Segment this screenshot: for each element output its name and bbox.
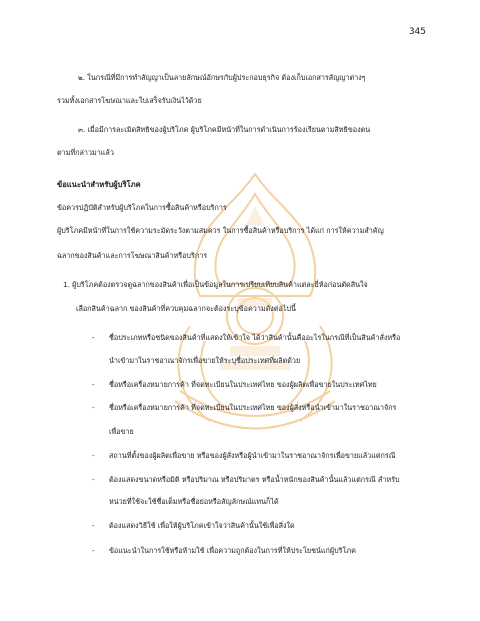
intro-line-1: ผู้บริโภคมีหน้าที่ในการใช้ความระมัดระวังตามสมควร ในการซื้อสินค้าหรือบริการ ได้แก่ การให้ความสำคัญ [57, 226, 384, 235]
paragraph-3-line-1: ๓. เมื่อมีการละเมิดสิทธิของผู้บริโภค ผู้บริโภคมีหน้าที่ในการดำเนินการร้องเรียนตามสิทธิของตน [78, 125, 371, 134]
bullet-marker: - [92, 380, 95, 389]
page-number: 345 [408, 27, 426, 37]
bullet-4-line-1: สถานที่ตั้งของผู้ผลิตเพื่อขาย หรือของผู้สั่งหรือผู้นำเข้ามาในราชอาณาจักรเพื่อขายแล้วแต่กรณี [109, 451, 396, 460]
bullet-1-line-2: นำเข้ามาในราชอาณาจักรเพื่อขายให้ระบุชื่อประเทศที่ผลิตด้วย [109, 356, 301, 365]
bullet-marker: - [92, 475, 95, 484]
numbered-item-line-2: เลือกสินค้าฉลาก ของสินค้าที่ควบคุมฉลากจะต้องระบุข้อความดังต่อไปนี้ [76, 304, 296, 313]
bullet-marker: - [92, 403, 95, 412]
bullet-7-line-1: ข้อแนะนำในการใช้หรือห้ามใช้ เพื่อความถูกต้องในการที่ให้ประโยชน์แก่ผู้บริโภค [109, 546, 356, 555]
paragraph-3-line-2: ตามที่กล่าวมาแล้ว [57, 148, 114, 157]
bullet-3-line-2: เพื่อขาย [109, 427, 134, 436]
numbered-item-line-1: 1. ผู้บริโภคต้องตรวจดูฉลากของสินค้าเพื่อเป็นข้อมูลในการเปรียบเทียบสินค้าแต่ละยี่ห้อก่อนตัดสินใจ [63, 280, 368, 289]
bullet-marker: - [92, 521, 95, 530]
intro-line-2: ฉลากของสินค้าและการโฆษณาสินค้าหรือบริการ [57, 251, 208, 260]
bullet-5-line-1: ต้องแสดงขนาดหรือมิติ หรือปริมาณ หรือปริมาตร หรือน้ำหนักของสินค้านั้นแล้วแต่กรณี สำหรับ [109, 475, 400, 484]
bullet-6-line-1: ต้องแสดงวิธีใช้ เพื่อให้ผู้บริโภคเข้าใจว่าสินค้านั้นใช้เพื่อสิ่งใด [109, 521, 295, 530]
paragraph-2-line-1: ๒. ในกรณีที่มีการทำสัญญาเป็นลายลักษณ์อักษรกับผู้ประกอบธุรกิจ ต้องเก็บเอกสารสัญญาต่างๆ [78, 73, 366, 82]
bullet-marker: - [92, 333, 95, 342]
subheading: ข้อควรปฏิบัติสำหรับผู้บริโภคในการซื้อสินค้าหรือบริการ [57, 203, 227, 212]
bullet-3-line-1: ชื่อหรือเครื่องหมายการค้า ที่จดทะเบียนในประเทศไทย ของผู้สั่งหรือนำเข้ามาในราชอาณาจักร [109, 403, 397, 412]
bullet-2-line-1: ชื่อหรือเครื่องหมายการค้า ที่จดทะเบียนในประเทศไทย ของผู้ผลิตเพื่อขายในประเทศไทย [109, 380, 377, 389]
bullet-5-line-2: หน่วยที่ใช้จะใช้ชื่อเต็มหรือชื่อย่อหรือสัญลักษณ์แทนก็ได้ [109, 497, 279, 506]
bullet-1-line-1: ชื่อประเภทหรือชนิดของสินค้าที่แสดงให้เข้าใจ ได้ว่าสินค้านั้นคืออะไรในกรณีที่เป็นสินค้าสั่งหรือ [109, 333, 401, 342]
section-heading: ข้อแนะนำสำหรับผู้บริโภค [57, 180, 141, 189]
bullet-marker: - [92, 546, 95, 555]
paragraph-2-line-2: รวมทั้งเอกสารโฆษณาและใบเสร็จรับเงินไว้ด้วย [57, 96, 202, 105]
bullet-marker: - [92, 451, 95, 460]
